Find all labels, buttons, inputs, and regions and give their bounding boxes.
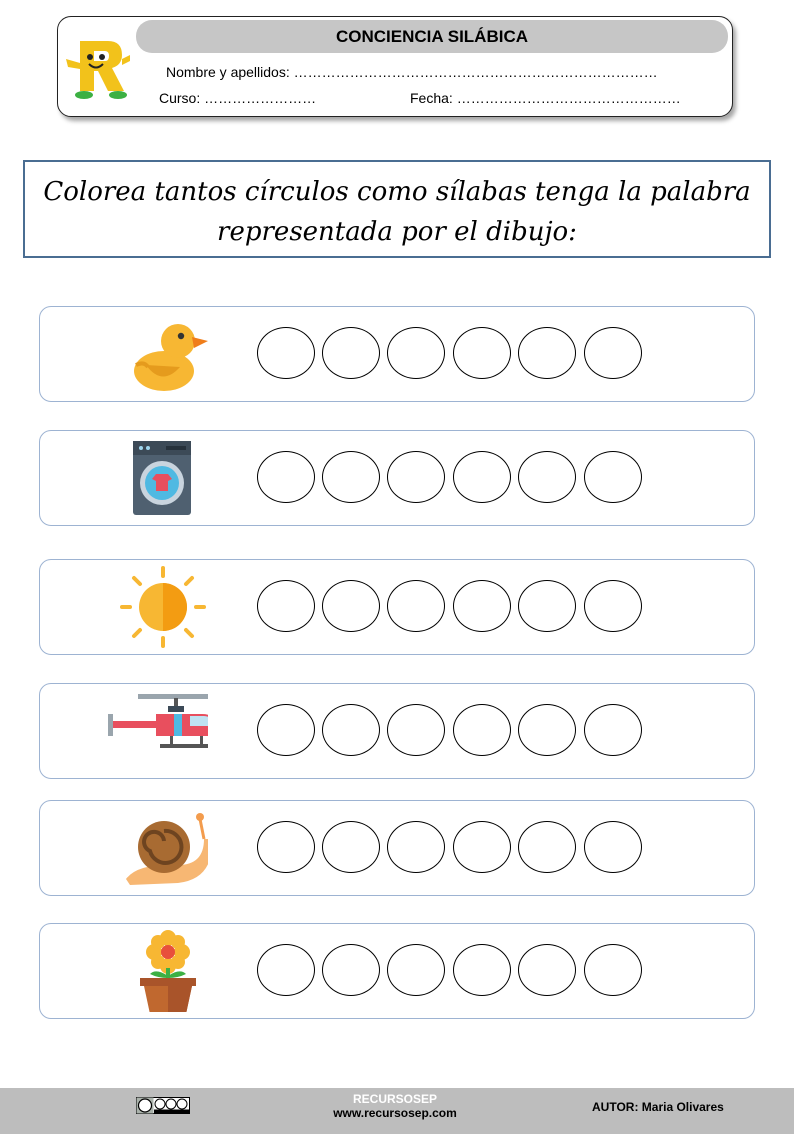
syllable-circle[interactable] [387,451,445,503]
exercise-row-sun [39,559,755,655]
syllable-circle[interactable] [518,580,576,632]
syllable-circle[interactable] [257,944,315,996]
exercise-row-snail [39,800,755,896]
syllable-circle[interactable] [584,327,642,379]
syllable-circle[interactable] [387,704,445,756]
date-field: Fecha: ………………………………………… [410,90,681,106]
syllable-circle[interactable] [518,451,576,503]
site-name: RECURSOSEP [352,1092,438,1106]
exercise-row-helicopter [39,683,755,779]
instructions-line-2: representada por el dibujo: [217,217,577,247]
syllable-circle[interactable] [322,821,380,873]
syllable-circle[interactable] [584,944,642,996]
syllable-circle[interactable] [584,580,642,632]
syllable-circle[interactable] [387,327,445,379]
syllable-circle[interactable] [518,327,576,379]
syllable-circle[interactable] [453,704,511,756]
syllable-circle[interactable] [584,704,642,756]
syllable-circle[interactable] [453,327,511,379]
exercise-row-flower-pot [39,923,755,1019]
worksheet-title: CONCIENCIA SILÁBICA [136,20,728,53]
syllable-circle[interactable] [257,327,315,379]
washing-machine-icon [108,437,208,519]
exercise-row-duck [39,306,755,402]
instructions-box [23,160,771,258]
duck-icon [108,313,208,395]
syllable-circle[interactable] [322,580,380,632]
syllable-circle[interactable] [453,451,511,503]
syllable-circle[interactable] [518,704,576,756]
name-field: Nombre y apellidos: …………………………………………………………………… [166,64,658,80]
syllable-circle[interactable] [257,704,315,756]
syllable-circle[interactable] [257,580,315,632]
syllable-circle[interactable] [257,821,315,873]
syllable-circle[interactable] [322,704,380,756]
site-url-link[interactable]: www.recursosep.com [333,1106,457,1120]
syllable-circle[interactable] [453,580,511,632]
exercise-row-washing-machine [39,430,755,526]
sun-icon [108,566,208,648]
header-card [57,16,733,117]
cc-by-nc-sa-icon [136,1097,190,1114]
footer-site [295,1092,495,1120]
syllable-circle[interactable] [257,451,315,503]
syllable-circle[interactable] [387,580,445,632]
instructions-line-1: Colorea tantos círculos como sílabas tenga la palabra [43,177,751,207]
syllable-circle[interactable] [453,821,511,873]
footer [0,1088,794,1134]
syllable-circle[interactable] [453,944,511,996]
author-credit: AUTOR: Maria Olivares [592,1100,724,1114]
syllable-circle[interactable] [322,944,380,996]
syllable-circle[interactable] [387,821,445,873]
snail-icon [108,807,208,889]
syllable-circle[interactable] [584,451,642,503]
syllable-circle[interactable] [584,821,642,873]
flower-pot-icon [108,930,208,1012]
syllable-circle[interactable] [322,327,380,379]
syllable-circle[interactable] [518,944,576,996]
letter-r-mascot-icon [62,33,130,99]
course-field: Curso: …………………… [159,90,317,106]
syllable-circle[interactable] [387,944,445,996]
syllable-circle[interactable] [518,821,576,873]
helicopter-icon [108,690,208,772]
syllable-circle[interactable] [322,451,380,503]
